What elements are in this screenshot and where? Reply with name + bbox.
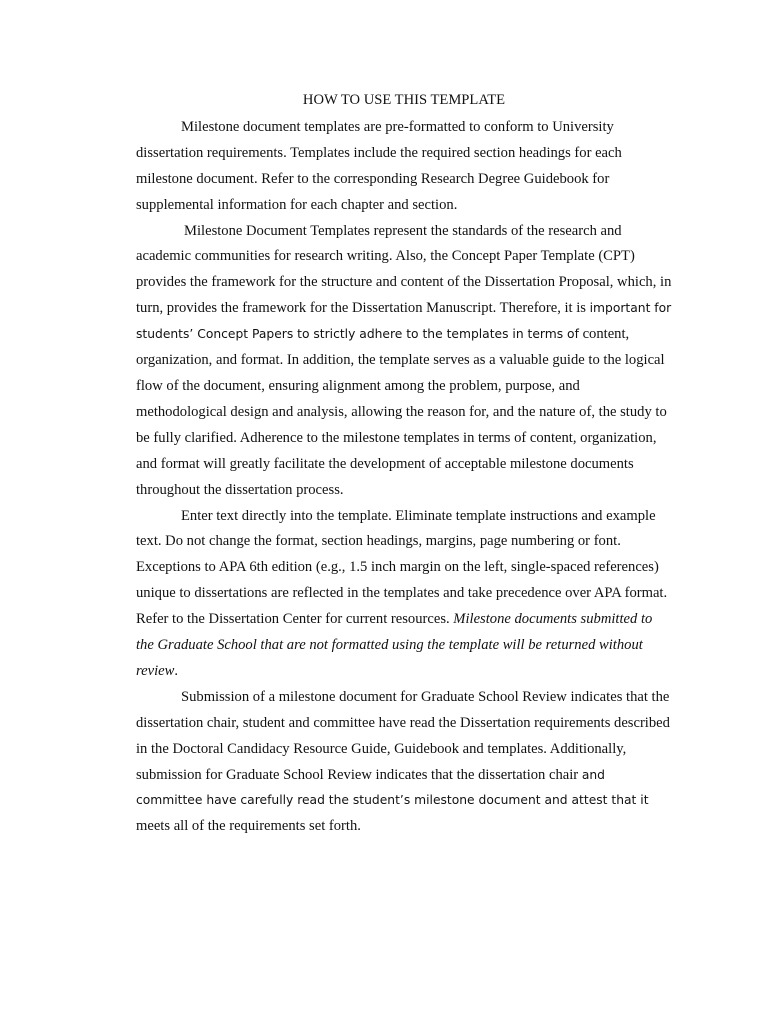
document-title: HOW TO USE THIS TEMPLATE — [302, 92, 506, 108]
paragraph-templates-standards — [136, 219, 672, 504]
paragraph-text-alt-font: important for students’ Concept Papers to strictly adhere to the templates in terms of — [136, 301, 672, 342]
paragraph-intro: Milestone document templates are pre-formatted to conform to University dissertation requirements. Templates include the required section headings for each milestone document. Refer to the corresponding Research Degree Guidebook for supplemental information for each chapter and section. — [136, 118, 622, 213]
document-body — [136, 88, 672, 840]
paragraph-end: . — [174, 662, 179, 679]
paragraph-text-alt-font: and committee have carefully read the student’s milestone document and attest that it — [136, 767, 649, 808]
paragraph-italic-warning: Milestone documents submitted to the Graduate School that are not formatted using the template will be returned without review — [136, 611, 653, 679]
paragraph-text: content, organization, and format. In addition, the template serves as a valuable guide to the logical flow of the document, ensuring alignment among the problem, purpose, and methodological design and analysis, allowing the reason for, and the nature of, the study to be fully clarified. Adherence to the milestone templates in terms of content, organization, and format will greatly facilitate the development of acceptable milestone documents throughout the dissertation process. — [136, 326, 667, 498]
paragraph-submission — [136, 685, 672, 840]
paragraph-text: Milestone Document Templates represent the standards of the research and academic communities for research writing. Also, the Concept Paper Template (CPT) provides the framework for the structure and content of the Dissertation Proposal, which, in turn, provides the framework for the Dissertation Manuscript. Therefore, it is — [136, 222, 672, 317]
paragraph-enter-text — [136, 504, 672, 685]
paragraph-text: meets all of the requirements set forth. — [136, 818, 361, 835]
paragraph-text: Enter text directly into the template. Eliminate template instructions and example text. Do not change the format, section headings, margins, page numbering or font. Exceptions to APA 6th edition (e.g., 1.5 inch margin on the left, single-spaced references) unique to dissertations are reflected in the templates and take precedence over APA format. Refer to the Dissertation Center for current resources. — [136, 507, 668, 628]
paragraph-text: Submission of a milestone document for Graduate School Review indicates that the dissertation chair, student and committee have read the Dissertation requirements described in the Doctoral Candidacy Resource Guide, Guidebook and templates. Additionally, submission for Graduate School Review indicates that the dissertation chair — [136, 688, 670, 783]
